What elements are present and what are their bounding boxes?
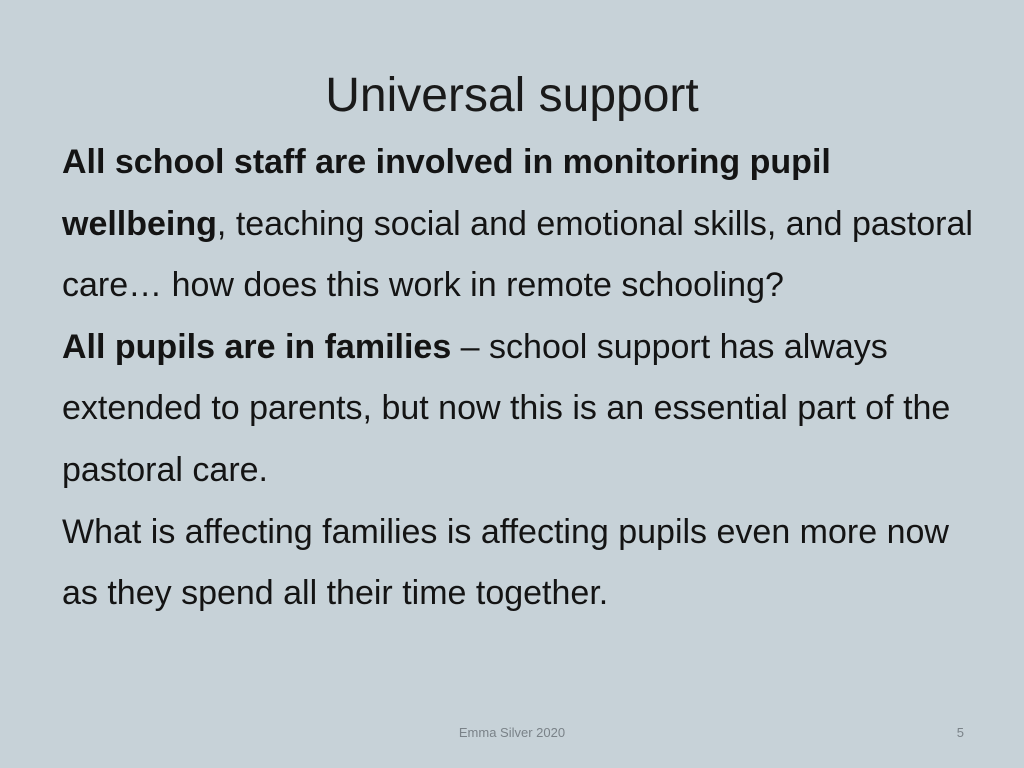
paragraph-affecting-families bbox=[62, 502, 982, 625]
paragraph-pupils-in-families bbox=[62, 317, 982, 502]
paragraph-staff-involvement bbox=[62, 132, 982, 317]
slide-footer: Emma Silver 2020 bbox=[458, 725, 566, 740]
slide-body bbox=[62, 132, 982, 625]
page-number: 5 bbox=[956, 725, 964, 740]
slide-title: Universal support bbox=[325, 69, 699, 122]
paragraph-pupils-in-families-text: – school support has always extended to parents, but now this is an essential part of the pastoral care. bbox=[62, 327, 951, 489]
paragraph-staff-involvement-text: , teaching social and emotional skills, and pastoral care… how does this work in remote schooling? bbox=[62, 204, 973, 305]
paragraph-staff-involvement-bold: All school staff are involved in monitoring pupil wellbeing bbox=[62, 143, 831, 243]
paragraph-affecting-families-text: What is affecting families is affecting pupils even more now as they spend all their time together. bbox=[62, 512, 949, 613]
paragraph-pupils-in-families-bold: All pupils are in families bbox=[62, 327, 452, 366]
